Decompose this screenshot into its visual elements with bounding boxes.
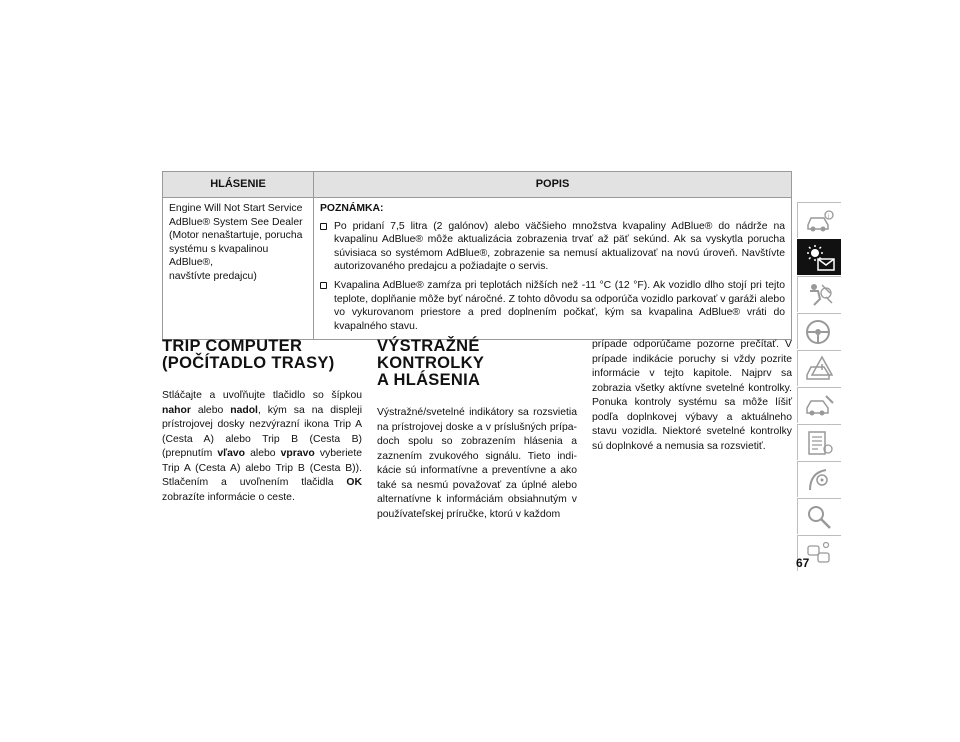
specifications-icon xyxy=(804,429,836,457)
note-item xyxy=(320,279,785,333)
tab-specifications[interactable] xyxy=(797,424,841,460)
message-table xyxy=(162,171,792,340)
body-text: vyberiete Trip A (Cesta A) alebo Trip B (Cesta B)). Stlačením a uvoľnením tlačidla xyxy=(162,448,362,488)
warning-lights-body: Výstražné/svetelné indikátory sa rozsvietia na prístrojovej doske a v príslušných prípadoch spolu so zobrazením hlásenia a zaznením zvukového signálu. Tieto indikácie sú informatívne a preventívne a ako také sa nesmú považovať za úplné alebo alternatívne k informáciám obsiahnutým v používateľskej príručke, ktorú v každom xyxy=(377,407,577,520)
button-name-left: vľavo xyxy=(217,448,246,459)
table-header-message: HLÁSENIE xyxy=(163,172,314,198)
search-icon xyxy=(804,503,836,531)
title-line: TRIP COMPUTER xyxy=(162,337,303,355)
steering-wheel-icon xyxy=(804,318,836,346)
warning-lights-icon xyxy=(804,244,836,272)
tab-search[interactable] xyxy=(797,498,841,534)
tab-safety[interactable] xyxy=(797,276,841,312)
emergency-car-icon xyxy=(804,355,836,383)
multimedia-icon xyxy=(804,466,836,494)
warning-lights-title xyxy=(377,338,577,389)
trip-computer-body xyxy=(162,389,362,505)
description-cell xyxy=(314,198,792,340)
message-cell xyxy=(163,198,314,340)
message-line: AdBlue® System See Dealer xyxy=(169,216,303,228)
message-line: navštívte predajcu) xyxy=(169,270,257,282)
message-line: (Motor nenaštartuje, porucha xyxy=(169,230,303,242)
service-car-icon xyxy=(804,392,836,420)
body-text: zobrazíte informácie o ceste. xyxy=(162,491,295,503)
trip-computer-title xyxy=(162,338,362,372)
checkbox-bullet-icon xyxy=(320,223,327,230)
tab-emergency[interactable] xyxy=(797,350,841,386)
warning-lights-section xyxy=(377,338,577,522)
tab-car-info[interactable] xyxy=(797,202,841,238)
message-line: Engine Will Not Start Service xyxy=(169,203,303,214)
button-name-down: nadol xyxy=(230,404,258,416)
tab-multimedia[interactable] xyxy=(797,461,841,497)
note-text: Kvapalina AdBlue® zamŕza pri teplotách nižších než -11 °C (12 °F). Ak vozidlo dlho stojí pri tejto teplote, doplňanie môže byť náročné. Z tohto dôvodu sa odporúča vozidlo parkovať v garáži alebo vo vykurovanom priestore a pred doplnením počkať, kým sa kvapalina AdBlue® vráti do kvapalného stavu. xyxy=(334,279,785,332)
title-line: VÝSTRAŽNÉ KONTROLKY xyxy=(377,337,485,372)
tab-steering[interactable] xyxy=(797,313,841,349)
svg-text:i: i xyxy=(828,214,830,220)
chapter-tabs xyxy=(797,202,841,572)
warning-lights-body-continued: prípade odporúčame pozorne prečítať. V prípade indikácie poruchy si vždy pozrite informácie v tejto kapitole. Najprv sa zobrazia všetky aktívne svetelné kontrolky. Ponuka kontroly systému sa môže líšiť podľa doplnkovej výbavy a aktuálneho stavu vozidla. Niektoré svetelné kontrolky sú doplnkové a nemusia sa rozsvietiť. xyxy=(592,339,792,452)
checkbox-bullet-icon xyxy=(320,282,327,289)
table-header-description: POPIS xyxy=(314,172,792,198)
note-item xyxy=(320,220,785,274)
body-text: alebo xyxy=(190,404,231,416)
body-text: alebo xyxy=(245,448,281,459)
tab-service[interactable] xyxy=(797,387,841,423)
trip-computer-section xyxy=(162,338,362,505)
car-info-icon xyxy=(804,207,836,235)
tab-warning-lights[interactable] xyxy=(797,239,841,275)
page-number: 67 xyxy=(796,556,810,570)
button-name-ok: OK xyxy=(346,477,362,488)
safety-airbag-icon xyxy=(804,281,836,309)
button-name-right: vpravo xyxy=(280,448,315,459)
body-text: Stláčajte a uvoľňujte tlačidlo so šípkou xyxy=(162,390,362,401)
note-text: Po pridaní 7,5 litra (2 galónov) alebo väčšieho množstva kvapaliny AdBlue® do nádrže na kvapalinu AdBlue® môže aktualizácia zobrazenia trvať až päť sekúnd. Ak sa vyskytla porucha súvisiaca so systémom AdBlue®, zobrazenie sa nemusí aktualizovať na novú úroveň. Navštívte autorizovaného predajcu a požiadajte o servis. xyxy=(334,220,785,273)
message-line: systému s kvapalinou AdBlue®, xyxy=(169,243,269,269)
title-line: (POČÍTADLO TRASY) xyxy=(162,354,335,372)
button-name-up: nahor xyxy=(162,404,191,416)
body-text: , kým sa na displeji prístrojovej dosky nezvýrazní ikona Trip A (Cesta A) alebo Trip B (Cesta B) (prepnutím xyxy=(162,404,362,459)
note-heading: POZNÁMKA: xyxy=(320,203,384,214)
table-row xyxy=(163,198,792,340)
warning-lights-continued xyxy=(592,338,792,454)
title-line: A HLÁSENIA xyxy=(377,371,481,389)
